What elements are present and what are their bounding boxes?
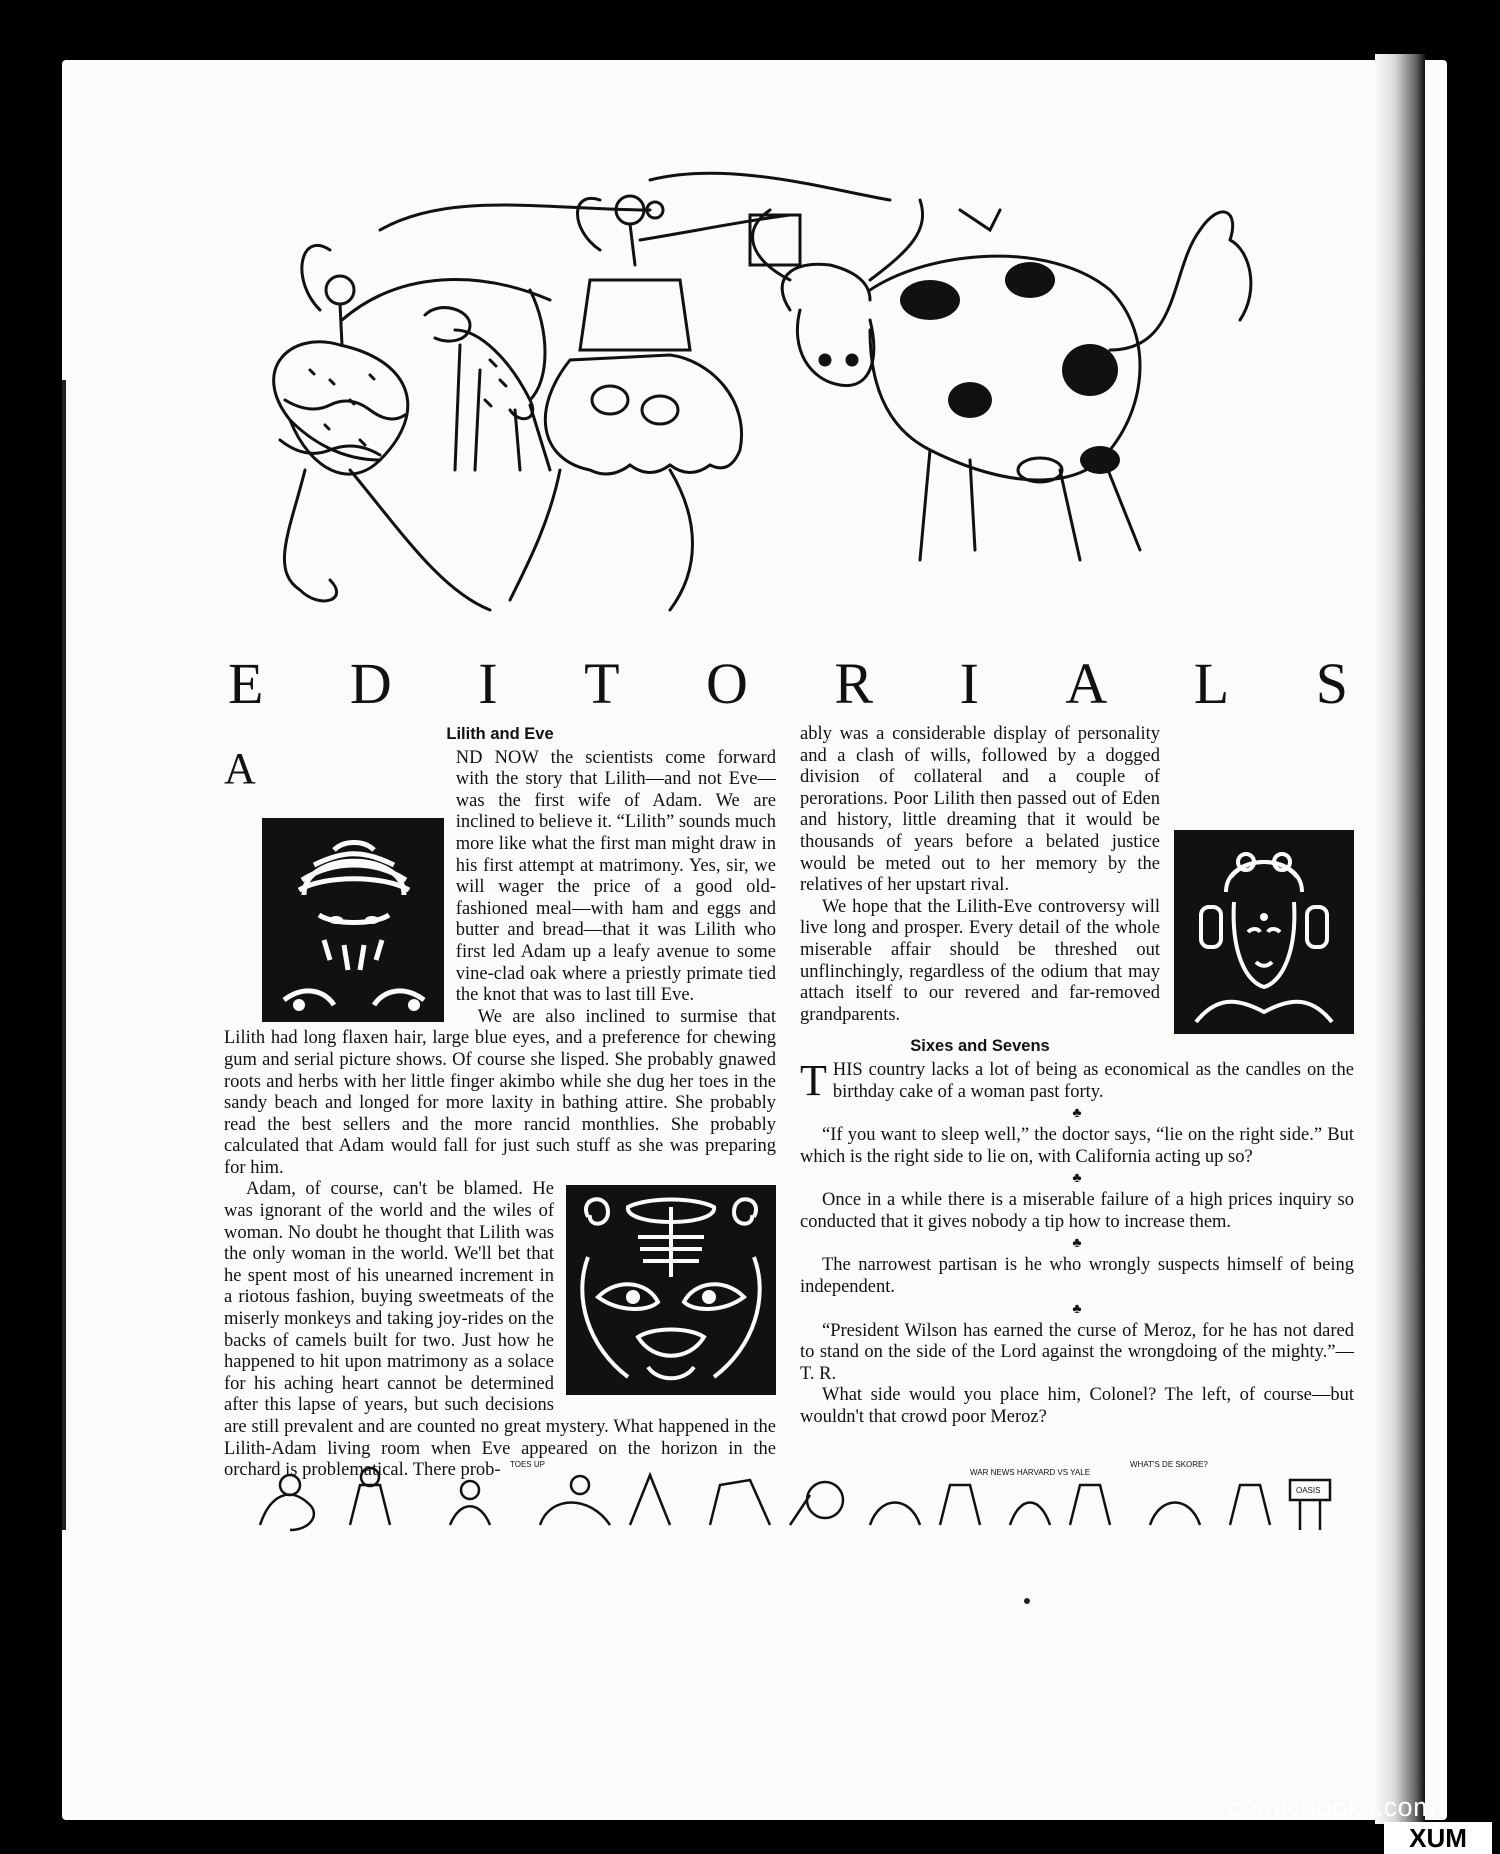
masthead-letter: L xyxy=(1193,651,1230,716)
banner-illustration xyxy=(230,170,1270,660)
page-spine-shadow xyxy=(1375,54,1425,1824)
club-separator-icon: ♣ xyxy=(1072,1301,1082,1317)
sixes-paragraph-4: The narrowest partisan is he who wrongly suspects himself of being independent. xyxy=(800,1255,1354,1298)
lilith-paragraph xyxy=(224,743,776,1007)
sixes-paragraph-1 xyxy=(800,1055,1354,1105)
sixes-paragraph-1-text: HIS country lacks a lot of being as economical as the candles on the birthday cake of a woman past forty. xyxy=(832,1059,1354,1102)
masthead-letter: A xyxy=(1065,651,1108,716)
lilith-paragraph-5: We hope that the Lilith-Eve controversy will live long and prosper. Every detail of the whole miserable affair should be threshed out unflinchingly, regardless of the odium that may attach itself to our revered and far-removed grandparents. xyxy=(800,896,1160,1025)
vine-line xyxy=(380,205,650,230)
crowned-woman-woodcut xyxy=(1174,830,1354,1034)
sixes-paragraph-6: What side would you place him, Colonel? The left, of course—but wouldn't that crowd poor Meroz? xyxy=(800,1385,1354,1428)
lilith-paragraph-3 xyxy=(224,1179,776,1481)
sixes-paragraph-2: “If you want to sleep well,” the doctor says, “lie on the right side.” But which is the right side to lie on, with California acting up so? xyxy=(800,1125,1354,1167)
drop-cap: T xyxy=(800,1055,827,1105)
editorials-masthead xyxy=(228,650,1348,716)
turbaned-man-woodcut xyxy=(262,818,444,1022)
watermark-tag: XUM xyxy=(1384,1822,1492,1854)
sixes-paragraph-5: “President Wilson has earned the curse of Meroz, for he has not dared to stand on the side of the Lord against the wrongdoing of the mighty.”—T. R. xyxy=(800,1320,1354,1384)
masthead-letter: O xyxy=(706,651,748,716)
frieze-caption: WAR NEWS HARVARD VS YALE xyxy=(970,1468,1091,1477)
left-dancer-figure xyxy=(274,245,550,610)
frieze-caption: TOES UP xyxy=(510,1460,545,1469)
club-separator-icon: ♣ xyxy=(1072,1106,1082,1122)
club-separator-icon: ♣ xyxy=(1072,1236,1082,1252)
club-separator-icon: ♣ xyxy=(1072,1171,1082,1187)
demon-mask-woodcut xyxy=(566,1185,776,1395)
small-goat-figure xyxy=(425,290,550,470)
lilith-paragraph-1: ND NOW the scientists come forward with the story that Lilith—and not Eve—was the first wife of Adam. We are inclined to believe it. “Lilith” sounds much more like what the first man might draw in his first attempt at matrimony. Yes, sir, we will wager the price of a good old-fashioned meal—with ham and eggs and butter and bread—that it was Lilith who first led Adam up a leafy avenue to some vine-clad oak where a priestly primate tied the knot that was to last till Eve. xyxy=(455,747,776,1006)
lilith-paragraph-2: We are also inclined to surmise that Lilith had long flaxen hair, large blue eyes, and a preference for chewing gum and serial picture shows. Of course she lisped. She probably gnawed roots and herbs with her little finger akimbo while she dug her toes in the sandy beach and longed for more laxity in bathing attire. She probably read the best sellers and the more rancid monthlies. She probably calculated that Adam would fall for just such stuff as she was preparing for him. xyxy=(224,1006,776,1178)
left-column xyxy=(224,724,776,1482)
lilith-paragraph-4-text: ably was a considerable display of personality and a clash of wills, followed by a dogged division of collateral and a couple of perorations. Poor Lilith then passed out of Eden and history, little dreaming that it would be thousands of years before a belated justice would be meted out to her memory by the relatives of her upstart rival. xyxy=(800,724,1160,896)
masthead-letter: R xyxy=(834,651,874,716)
masthead-letter: I xyxy=(959,651,979,716)
watermark-site: comicbooks.com xyxy=(1228,1792,1437,1822)
masthead-letter: T xyxy=(584,651,620,716)
cow-figure xyxy=(753,200,1251,560)
masthead-letter: S xyxy=(1315,651,1348,716)
lilith-heading: Lilith and Eve xyxy=(446,725,554,743)
lilith-paragraph-3-text: Adam, of course, can't be blamed. He was ignorant of the world and the wiles of woman. No doubt he thought that Lilith was the only woman in the world. We'll bet that he spent most of his unearned increment in a riotous fashion, buying sweetmeats of the miserly monkeys and taking joy-rides on the backs of camels built for two. Just how he happened to hit upon matrimony as a solace for his aching heart cannot be determined after this lapse of years, but such decisions are still prevalent and are counted no great mystery. What happened in the Lilith-Adam living room when Eve appeared on the horizon in the orchard is problematical. There prob- xyxy=(224,1179,776,1481)
right-column xyxy=(800,724,1354,1429)
frieze-caption: WHAT'S DE SKORE? xyxy=(1130,1460,1208,1469)
lilith-paragraph-4 xyxy=(800,724,1354,897)
center-dancer-figure xyxy=(510,173,890,610)
sixes-paragraph-3: Once in a while there is a miserable failure of a high prices inquiry so conducted that it gives nobody a tip how to increase them. xyxy=(800,1190,1354,1232)
cartoon-frieze xyxy=(250,1455,1340,1535)
masthead-letter: I xyxy=(478,651,498,716)
sixes-heading: Sixes and Sevens xyxy=(910,1037,1050,1056)
masthead-letter: E xyxy=(228,651,264,716)
masthead-letter: D xyxy=(349,651,392,716)
frieze-caption: OASIS xyxy=(1296,1486,1321,1495)
drop-cap: A xyxy=(224,743,256,793)
page-dot xyxy=(1024,1598,1030,1604)
page-edge-rule xyxy=(62,380,66,1530)
